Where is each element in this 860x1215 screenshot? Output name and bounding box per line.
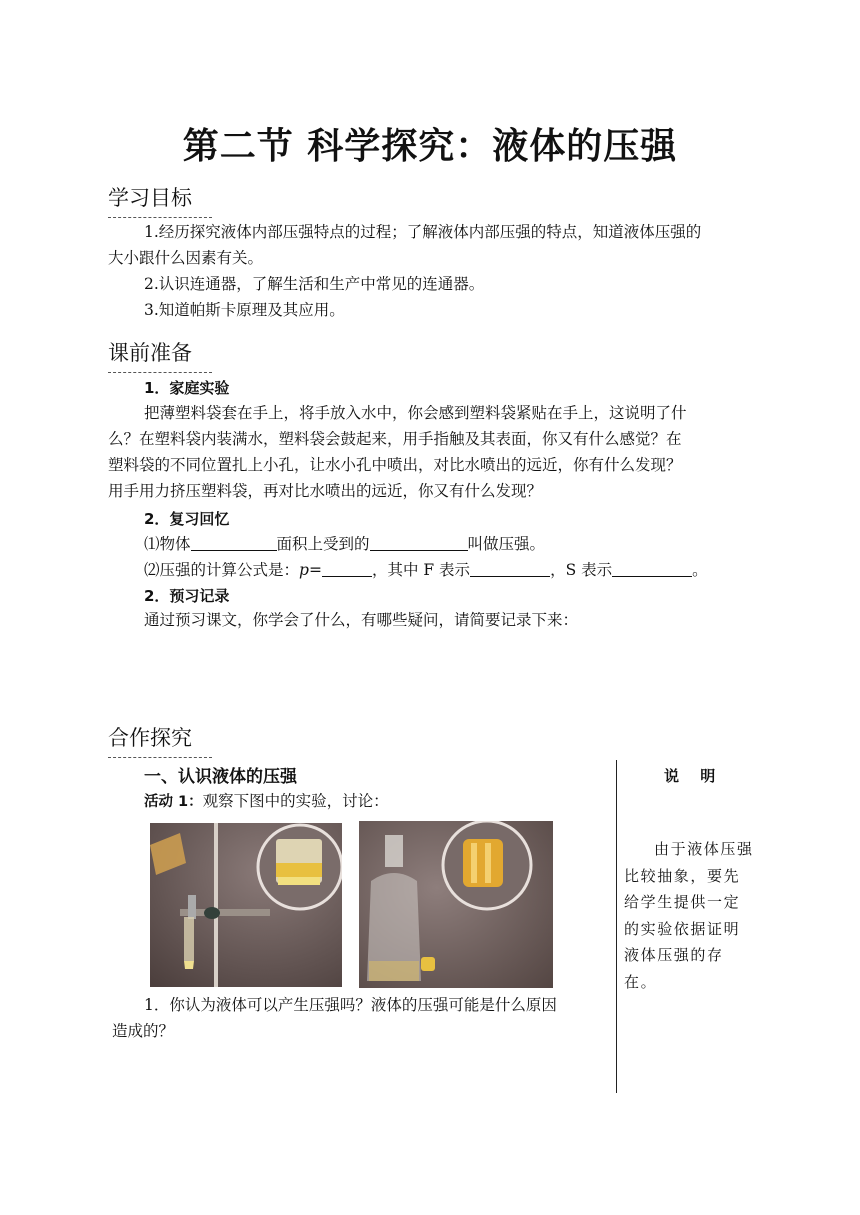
review-question-2 (144, 557, 708, 583)
review-1-c: 叫做压强。 (467, 535, 546, 553)
home-experiment-line-2: 么？在塑料袋内装满水，塑料袋会鼓起来，用手指触及其表面，你又有什么感觉？在 (108, 430, 682, 448)
review-2-b: ，其中 F 表示 (371, 561, 471, 579)
sidebar-note: 由于液体压强比较抽象，要先给学生提供一定的实验依据证明液体压强的存在。 (624, 840, 754, 991)
equals-sign: = (308, 561, 322, 579)
fill-blank[interactable] (612, 560, 692, 577)
review-2-c: ，S 表示 (550, 561, 613, 579)
review-1-a: ⑴物体 (144, 535, 191, 553)
activity-text: 观察下图中的实验，讨论： (202, 792, 389, 810)
section-heading-coop (108, 722, 212, 758)
home-experiment-title: 1．家庭实验 (144, 379, 230, 397)
preview-text: 通过预习课文，你学会了什么，有哪些疑问，请简要记录下来： (144, 611, 579, 629)
goal-item-1: 1.经历探究液体内部压强特点的过程；了解液体内部压强的特点，知道液体压强的 (144, 223, 702, 241)
heading-underline (108, 213, 212, 218)
page-title: 第二节 科学探究：液体的压强 (182, 126, 678, 167)
fill-blank[interactable] (370, 534, 468, 551)
review-title: 2．复习回忆 (144, 510, 230, 528)
fill-blank[interactable] (191, 534, 277, 551)
home-experiment-line-3: 塑料袋的不同位置扎上小孔，让水小孔中喷出，对比水喷出的远近，你有什么发现？ (108, 456, 682, 474)
experiment-photo-tube (150, 823, 342, 987)
goal-item-3: 3.知道帕斯卡原理及其应用。 (144, 301, 345, 319)
review-question-1 (144, 531, 545, 557)
section-heading-prep-text: 课前准备 (108, 341, 192, 365)
question-1-line-2: 造成的？ (112, 1022, 175, 1040)
goal-item-1-cont: 大小跟什么因素有关。 (108, 249, 264, 267)
review-2-a: ⑵压强的计算公式是： (144, 561, 300, 579)
fill-blank[interactable] (470, 560, 550, 577)
heading-underline (108, 753, 212, 758)
sidebar-heading: 说 明 (664, 767, 724, 785)
fill-blank[interactable] (322, 560, 372, 577)
goal-item-2: 2.认识连通器，了解生活和生产中常见的连通器。 (144, 275, 485, 293)
pressure-symbol: p (299, 561, 309, 579)
section-heading-coop-text: 合作探究 (108, 726, 192, 750)
preview-title: 2．预习记录 (144, 587, 230, 605)
question-1-line-1: 1．你认为液体可以产生压强吗？液体的压强可能是什么原因 (144, 996, 557, 1014)
experiment-photo-bottle (359, 821, 553, 988)
part1-title: 一、认识液体的压强 (144, 767, 297, 787)
heading-underline (108, 368, 212, 373)
home-experiment-line-4: 用手用力挤压塑料袋，再对比水喷出的远近，你又有什么发现？ (108, 482, 543, 500)
home-experiment-line-1: 把薄塑料袋套在手上，将手放入水中，你会感到塑料袋紧贴在手上，这说明了什 (144, 404, 687, 422)
sidebar-divider (616, 760, 617, 1093)
section-heading-prep (108, 337, 212, 373)
activity-1 (144, 788, 389, 815)
section-heading-goals (108, 182, 212, 218)
section-heading-goals-text: 学习目标 (108, 186, 192, 210)
review-1-b: 面积上受到的 (276, 535, 370, 553)
activity-label: 活动 1： (144, 794, 203, 810)
review-2-d: 。 (692, 561, 708, 579)
